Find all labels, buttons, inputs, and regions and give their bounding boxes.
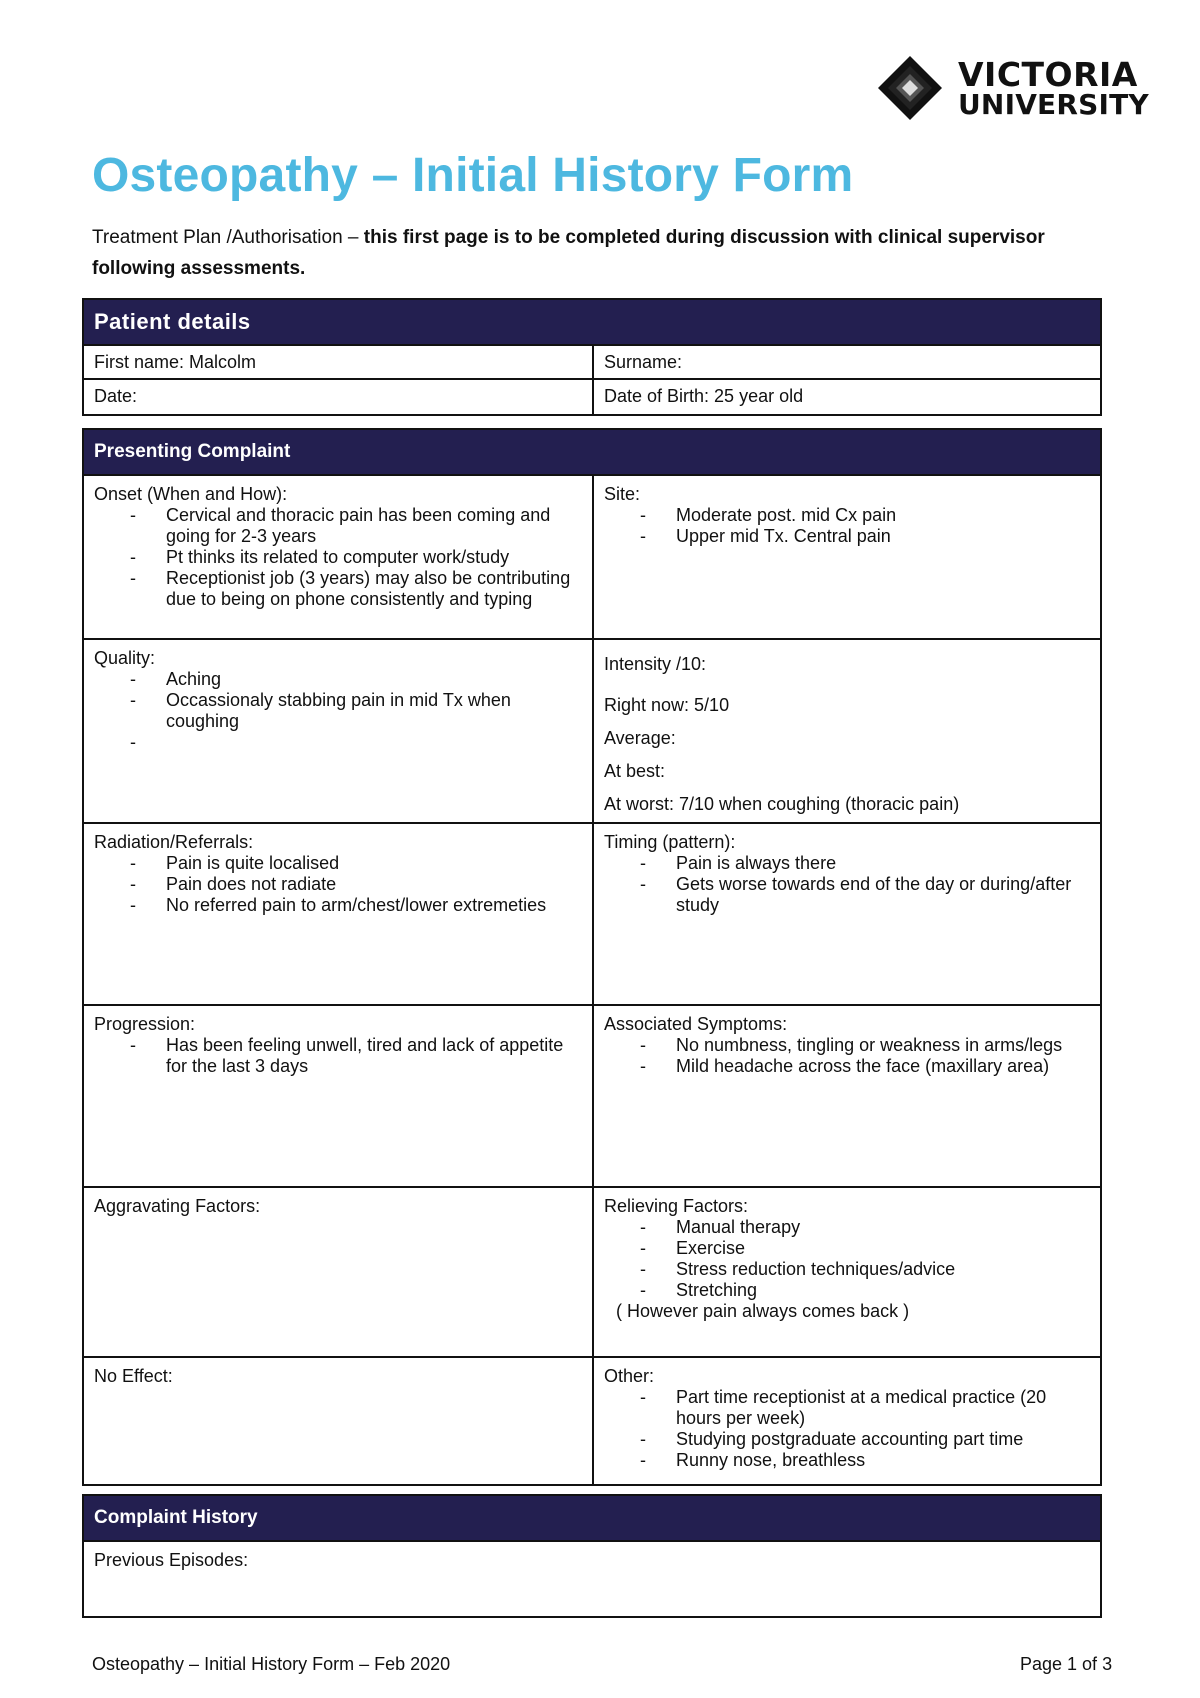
page-number: Page 1 of 3 (1020, 1654, 1113, 1674)
table-row (84, 1358, 1100, 1484)
no-effect-cell[interactable] (84, 1358, 594, 1484)
progression-label: Progression: (94, 1014, 196, 1034)
list-item: - Runny nose, breathless (640, 1450, 1090, 1471)
associated-symptoms-label: Associated Symptoms: (604, 1014, 788, 1034)
list-item: - Gets worse towards end of the day or during/after study (640, 874, 1090, 916)
list-item: - Pain is always there (640, 853, 1090, 874)
list-item: - Exercise (640, 1238, 1090, 1259)
surname-field[interactable]: Surname: (604, 352, 683, 372)
no-effect-label: No Effect: (94, 1366, 173, 1386)
list-item: - Pain is quite localised (130, 853, 582, 874)
table-row (84, 346, 1100, 380)
list-item: - Studying postgraduate accounting part time (640, 1429, 1090, 1450)
complaint-history-heading: Complaint History (84, 1496, 1100, 1542)
relieving-factors-label: Relieving Factors: (604, 1196, 749, 1216)
date-field[interactable]: Date: (84, 380, 594, 414)
timing-cell[interactable] (594, 824, 1100, 1004)
previous-episodes-cell[interactable]: Previous Episodes: (94, 1550, 249, 1570)
quality-label: Quality: (94, 648, 156, 668)
list-item: - Upper mid Tx. Central pain (640, 526, 1090, 547)
intensity-cell[interactable] (594, 640, 1100, 822)
patient-details-heading: Patient details (84, 300, 1100, 346)
table-row (84, 1188, 1100, 1358)
intensity-average: Average: (604, 728, 676, 748)
intensity-at-best: At best: (604, 761, 666, 781)
timing-label: Timing (pattern): (604, 832, 736, 852)
list-item: - Manual therapy (640, 1217, 1090, 1238)
intro-bold: this first page is to be completed during discussion with clinical supervisor following assessments. (92, 227, 1045, 279)
list-item: - Stretching (640, 1280, 1090, 1301)
list-item (130, 732, 582, 753)
list-item: - No numbness, tingling or weakness in arms/legs (640, 1035, 1090, 1056)
list-item: - Aching (130, 669, 582, 690)
relieving-factors-cell[interactable] (594, 1188, 1100, 1356)
logo-line-1: VICTORIA (958, 55, 1138, 94)
logo-line-2: UNIVERSITY (958, 88, 1149, 121)
table-row (84, 1006, 1100, 1188)
site-list (604, 505, 1090, 547)
radiation-list (94, 853, 582, 916)
list-item: - Mild headache across the face (maxillary area) (640, 1056, 1090, 1077)
quality-list (94, 669, 582, 753)
logo-wordmark (958, 55, 1149, 121)
first-name-field[interactable]: First name: Malcolm (84, 346, 594, 380)
dob-field[interactable]: Date of Birth: 25 year old (604, 386, 804, 406)
patient-details-table (82, 298, 1102, 416)
table-row (84, 1542, 1100, 1616)
list-item: - No referred pain to arm/chest/lower extremeties (130, 895, 582, 916)
site-label: Site: (604, 484, 641, 504)
other-cell[interactable] (594, 1358, 1100, 1484)
intensity-right-now: Right now: 5/10 (604, 695, 730, 715)
intensity-label: Intensity /10: (604, 654, 707, 674)
list-item: - Cervical and thoracic pain has been coming and going for 2-3 years (130, 505, 582, 547)
other-label: Other: (604, 1366, 655, 1386)
intro-text (92, 222, 1052, 284)
list-item: - Pain does not radiate (130, 874, 582, 895)
list-item: - Has been feeling unwell, tired and lack of appetite for the last 3 days (130, 1035, 582, 1077)
table-row (84, 380, 1100, 414)
aggravating-factors-label: Aggravating Factors: (94, 1196, 261, 1216)
list-item: - Moderate post. mid Cx pain (640, 505, 1090, 526)
radiation-cell[interactable] (84, 824, 594, 1004)
table-row (84, 640, 1100, 824)
relieving-factors-note: ( However pain always comes back ) (616, 1301, 910, 1321)
intro-normal: Treatment Plan /Authorisation – (92, 227, 364, 248)
site-cell[interactable] (594, 476, 1100, 638)
other-list (604, 1387, 1090, 1471)
diamond-logo-icon (878, 56, 942, 120)
list-item: - Pt thinks its related to computer work/study (130, 547, 582, 568)
list-item: - Occassionaly stabbing pain in mid Tx when coughing (130, 690, 582, 732)
complaint-history-table (82, 1494, 1102, 1618)
list-item: - Stress reduction techniques/advice (640, 1259, 1090, 1280)
radiation-label: Radiation/Referrals: (94, 832, 254, 852)
table-row (84, 476, 1100, 640)
relieving-factors-list (604, 1217, 1090, 1301)
list-item: - Receptionist job (3 years) may also be contributing due to being on phone consistently and typing (130, 568, 582, 610)
list-item: - Part time receptionist at a medical practice (20 hours per week) (640, 1387, 1090, 1429)
table-row (84, 824, 1100, 1006)
progression-list (94, 1035, 582, 1077)
associated-symptoms-cell[interactable] (594, 1006, 1100, 1186)
page-title: Osteopathy – Initial History Form (92, 149, 854, 202)
presenting-complaint-heading: Presenting Complaint (84, 430, 1100, 476)
quality-cell[interactable] (84, 640, 594, 822)
onset-label: Onset (When and How): (94, 484, 288, 504)
presenting-complaint-table (82, 428, 1102, 1486)
associated-symptoms-list (604, 1035, 1090, 1077)
onset-cell[interactable] (84, 476, 594, 638)
timing-list (604, 853, 1090, 916)
footer-left: Osteopathy – Initial History Form – Feb 2020 (92, 1654, 451, 1674)
victoria-university-logo (878, 56, 1148, 128)
aggravating-factors-cell[interactable] (84, 1188, 594, 1356)
onset-list (94, 505, 582, 610)
progression-cell[interactable] (84, 1006, 594, 1186)
intensity-at-worst: At worst: 7/10 when coughing (thoracic pain) (604, 794, 960, 814)
